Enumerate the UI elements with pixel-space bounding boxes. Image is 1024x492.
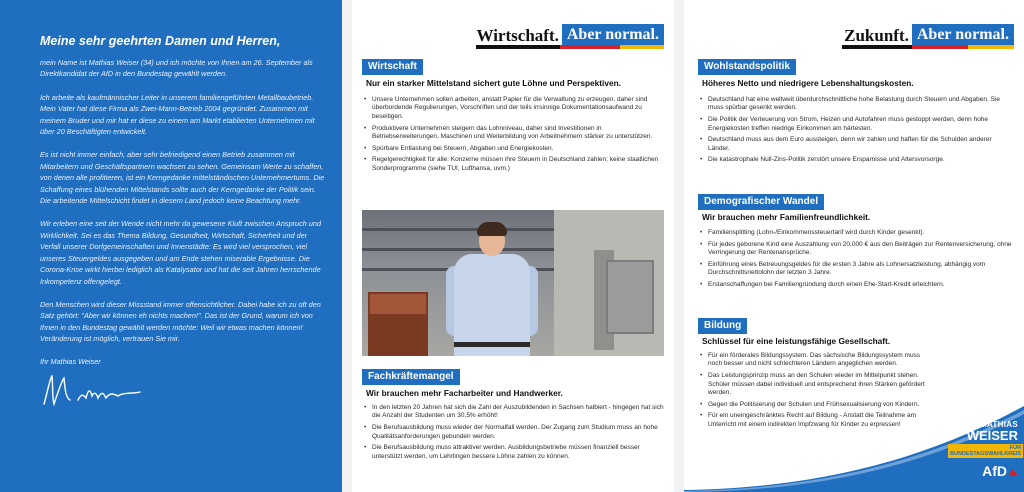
headline-topic: Zukunft. [844, 26, 909, 45]
list-item: • Regelgerechtigkeit für alle: Konzerne müssen ihre Steuern in Deutschland zahlen; keine staatlichen Sonderprogramme (siehe TUI, Lufthansa, uvm.) [364, 156, 664, 173]
headline-slogan: Aber normal. [562, 24, 664, 46]
section-label-wohlstandspolitik: Wohlstandspolitik [698, 59, 796, 75]
headline-slogan: Aber normal. [912, 24, 1014, 46]
flag-rule [476, 45, 664, 49]
letter-paragraph: Den Menschen wird dieser Missstand immer offensichtlicher. Dabei habe ich zu oft den Satz gehört: "Aber wir können eh nichts machen!". Das ist der Grund, warum ich von Ihnen in den Bundestag gewählt werden möchte: Weil wir etwas machen können! Veränderung ist möglich, vertrauen Sie mir. [40, 299, 321, 344]
letter-paragraph: Es ist nicht immer einfach, aber sehr befriedigend einen Betrieb zusammen mit Mitarbeitern und Geschäftspartnern wachsen zu sehen. Gemeinsam Werte zu schaffen, von denen alle profitieren, ist ein Kerngedanke mittelständischen Unternehmertums. Die Schaffung eines blühenden Mittelstands sollte auch der Kerngedanke der Politik sein. Die arbeitende Mittelschicht findet in diesem Land jedoch keine Beachtung mehr. [40, 150, 325, 206]
list-item: • Erstanschaffungen bei Familiengründung durch einen Ehe-Start-Kredit erleichtern. [700, 281, 1012, 289]
letter-paragraph: Wir erleben eine seit der Wende nicht mehr da gewesene Kluft zwischen Anspruch und Wirklichkeit. Sei es das Thema Bildung, Gesundheit, Wirtschaft, Sicherheit und der Verfall unserer Dorfgemeinschaften und Innenstädte: Es wird viel versprochen, viel unseres Steuergeldes ausgegeben und am Ende stehen miserable Ergebnisse. Die Corona-Krise wirkt hierbei lediglich als Katalysator und hat die seit Jahren herrschende Inkompetenz offengelegt. [40, 219, 322, 286]
handwritten-signature [40, 370, 160, 410]
section-subtitle: Nur ein starker Mittelstand sichert gute Löhne und Perspektiven. [366, 78, 621, 88]
wirtschaft-panel [352, 0, 674, 492]
panel-divider [342, 0, 352, 492]
bullet-list [364, 96, 664, 176]
list-item: • Die Politik der Verteuerung von Strom, Heizen und Autofahren muss gestoppt werden, denn hohe Energiekosten treffen niedrige Einkommen am härtesten. [700, 116, 1012, 133]
list-item: • In den letzten 20 Jahren hat sich die Zahl der Auszubildenden in Sachsen halbiert - hingegen hat sich die Anzahl der Studenten um 30,5% erhöht! [364, 404, 664, 421]
list-item: • Einführung eines Betreuungsgeldes für die ersten 3 Jahre als Lohnersatzleistung, abhängig vom Durchschnittsnettolohn der letzten 3 Jahre. [700, 261, 1012, 278]
logo-tagline: FÜR BUNDESTAGSWAHLKREIS [950, 445, 1022, 457]
list-item: • Deutschland muss aus dem Euro aussteigen, denn wir zahlen und haften für die Schulden anderer Länder. [700, 136, 1012, 153]
list-item: • Spürbare Entlastung bei Steuern, Abgaben und Energiekosten. [364, 145, 664, 153]
section-subtitle: Wir brauchen mehr Facharbeiter und Handwerker. [366, 388, 563, 398]
candidate-logo [948, 420, 1022, 479]
list-item: • Das Leistungsprinzip muss an den Schulen wieder im Mittelpunkt stehen. Schüler müssen dabei individuell und entsprechend ihren Stärken gefördert werden. [700, 372, 932, 397]
list-item: • Die katastrophale Null-Zins-Politik zerstört unsere Ersparnisse und Altersvorsorge. [700, 156, 1012, 164]
list-item: • Für ein uneingeschränktes Recht auf Bildung - Anstatt die Teilnahme am Unterricht mit einem indirekten Impfzwang für Kinder zu erpressen! [700, 412, 932, 429]
party-name: AfD [982, 463, 1007, 479]
letter-salutation: Meine sehr geehrten Damen und Herren, [40, 34, 281, 48]
letter-signoff: Ihr Mathias Weiser [40, 356, 101, 366]
section-label-wirtschaft: Wirtschaft [362, 59, 423, 75]
letter-paragraph: Ich arbeite als kaufmännischer Leiter in unserem familiengeführten Metallbaubetrieb. Mein Vater hat diese Firma als Zwei-Mann-Betrieb 2004 gegründet. Zusammen mit meinem Bruder und mir hat er diese zu einem am Markt etablierten Unternehmen mit über 20 Beschäftigten entwickelt. [40, 92, 315, 137]
list-item: • Unsere Unternehmen sollen arbeiten, anstatt Papier für die Verwaltung zu erzeugen, daher sind überbordende Regulierungen, Vorschriften und der teils irrsinnige Dokumentationsaufwand zu beseitigen. [364, 96, 664, 121]
panel-headline [844, 24, 1014, 46]
letter-paragraph: mein Name ist Mathias Weiser (34) und ich möchte von Ihnen am 26. September als Direktkandidat der AfD in den Bundestag gewählt werden. [40, 58, 313, 79]
list-item: • Gegen die Politisierung der Schulen und Frühsexualisierung von Kindern. [700, 401, 932, 409]
panel-divider [674, 0, 684, 492]
party-logo [948, 463, 1018, 479]
bullet-list [700, 229, 1012, 293]
panel-headline [477, 24, 664, 46]
candidate-photo [362, 210, 664, 356]
party-arrow-icon [1008, 469, 1018, 476]
list-item: • Die Berufsausbildung muss attraktiver werden. Ausbildungsbetriebe müssen finanziell besser unterstützt werden, um Lehrlingen bessere Löhne zahlen zu können. [364, 444, 664, 461]
flag-rule [842, 45, 1014, 49]
list-item: • Deutschland hat eine weltweit überdurchschnittliche hohe Belastung durch Steuern und Abgaben. Sie muss spürbar gesenkt werden. [700, 96, 1012, 113]
bullet-list [364, 404, 664, 464]
list-item: • Produktivere Unternehmen steigern das Lohnniveau, daher sind Investitionen in Betriebserweiterungen, Maschinen und Weiterbildung von Arbeitnehmern stärker zu unterstützen. [364, 125, 664, 142]
list-item: • Für ein förderales Bildungssystem. Das sächsische Bildungssystem muss noch besser und nicht schlechteren Ländern angeglichen werden. [700, 352, 932, 369]
section-label-bildung: Bildung [698, 318, 747, 334]
section-label-fachkraeftemangel: Fachkräftemangel [362, 369, 460, 385]
bullet-list [700, 96, 1012, 168]
section-subtitle: Schlüssel für eine leistungsfähige Gesellschaft. [702, 336, 891, 346]
section-subtitle: Höheres Netto und niedrigere Lebenshaltungskosten. [702, 78, 914, 88]
letter-panel [0, 0, 342, 492]
headline-topic: Wirtschaft. [476, 26, 559, 45]
logo-last-name: WEISER [966, 428, 1018, 443]
list-item: • Familiensplitting (Lohn-/Einkommenssteuertarif wird durch Kinder gesenkt). [700, 229, 1012, 237]
section-subtitle: Wir brauchen mehr Familienfreundlichkeit. [702, 212, 871, 222]
section-label-demografischer-wandel: Demografischer Wandel [698, 194, 824, 210]
list-item: • Für jedes geborene Kind eine Auszahlung von 20.000 € aus den Beiträgen zur Rentenversicherung, ohne Verringerung der Rentenansprüche. [700, 241, 1012, 258]
list-item: • Die Berufsausbildung muss wieder der Normalfall werden. Der Zugang zum Studium muss an hohe Qualitätsanforderungen gebunden werden. [364, 424, 664, 441]
logo-first-name: MATHIAS [980, 420, 1018, 429]
